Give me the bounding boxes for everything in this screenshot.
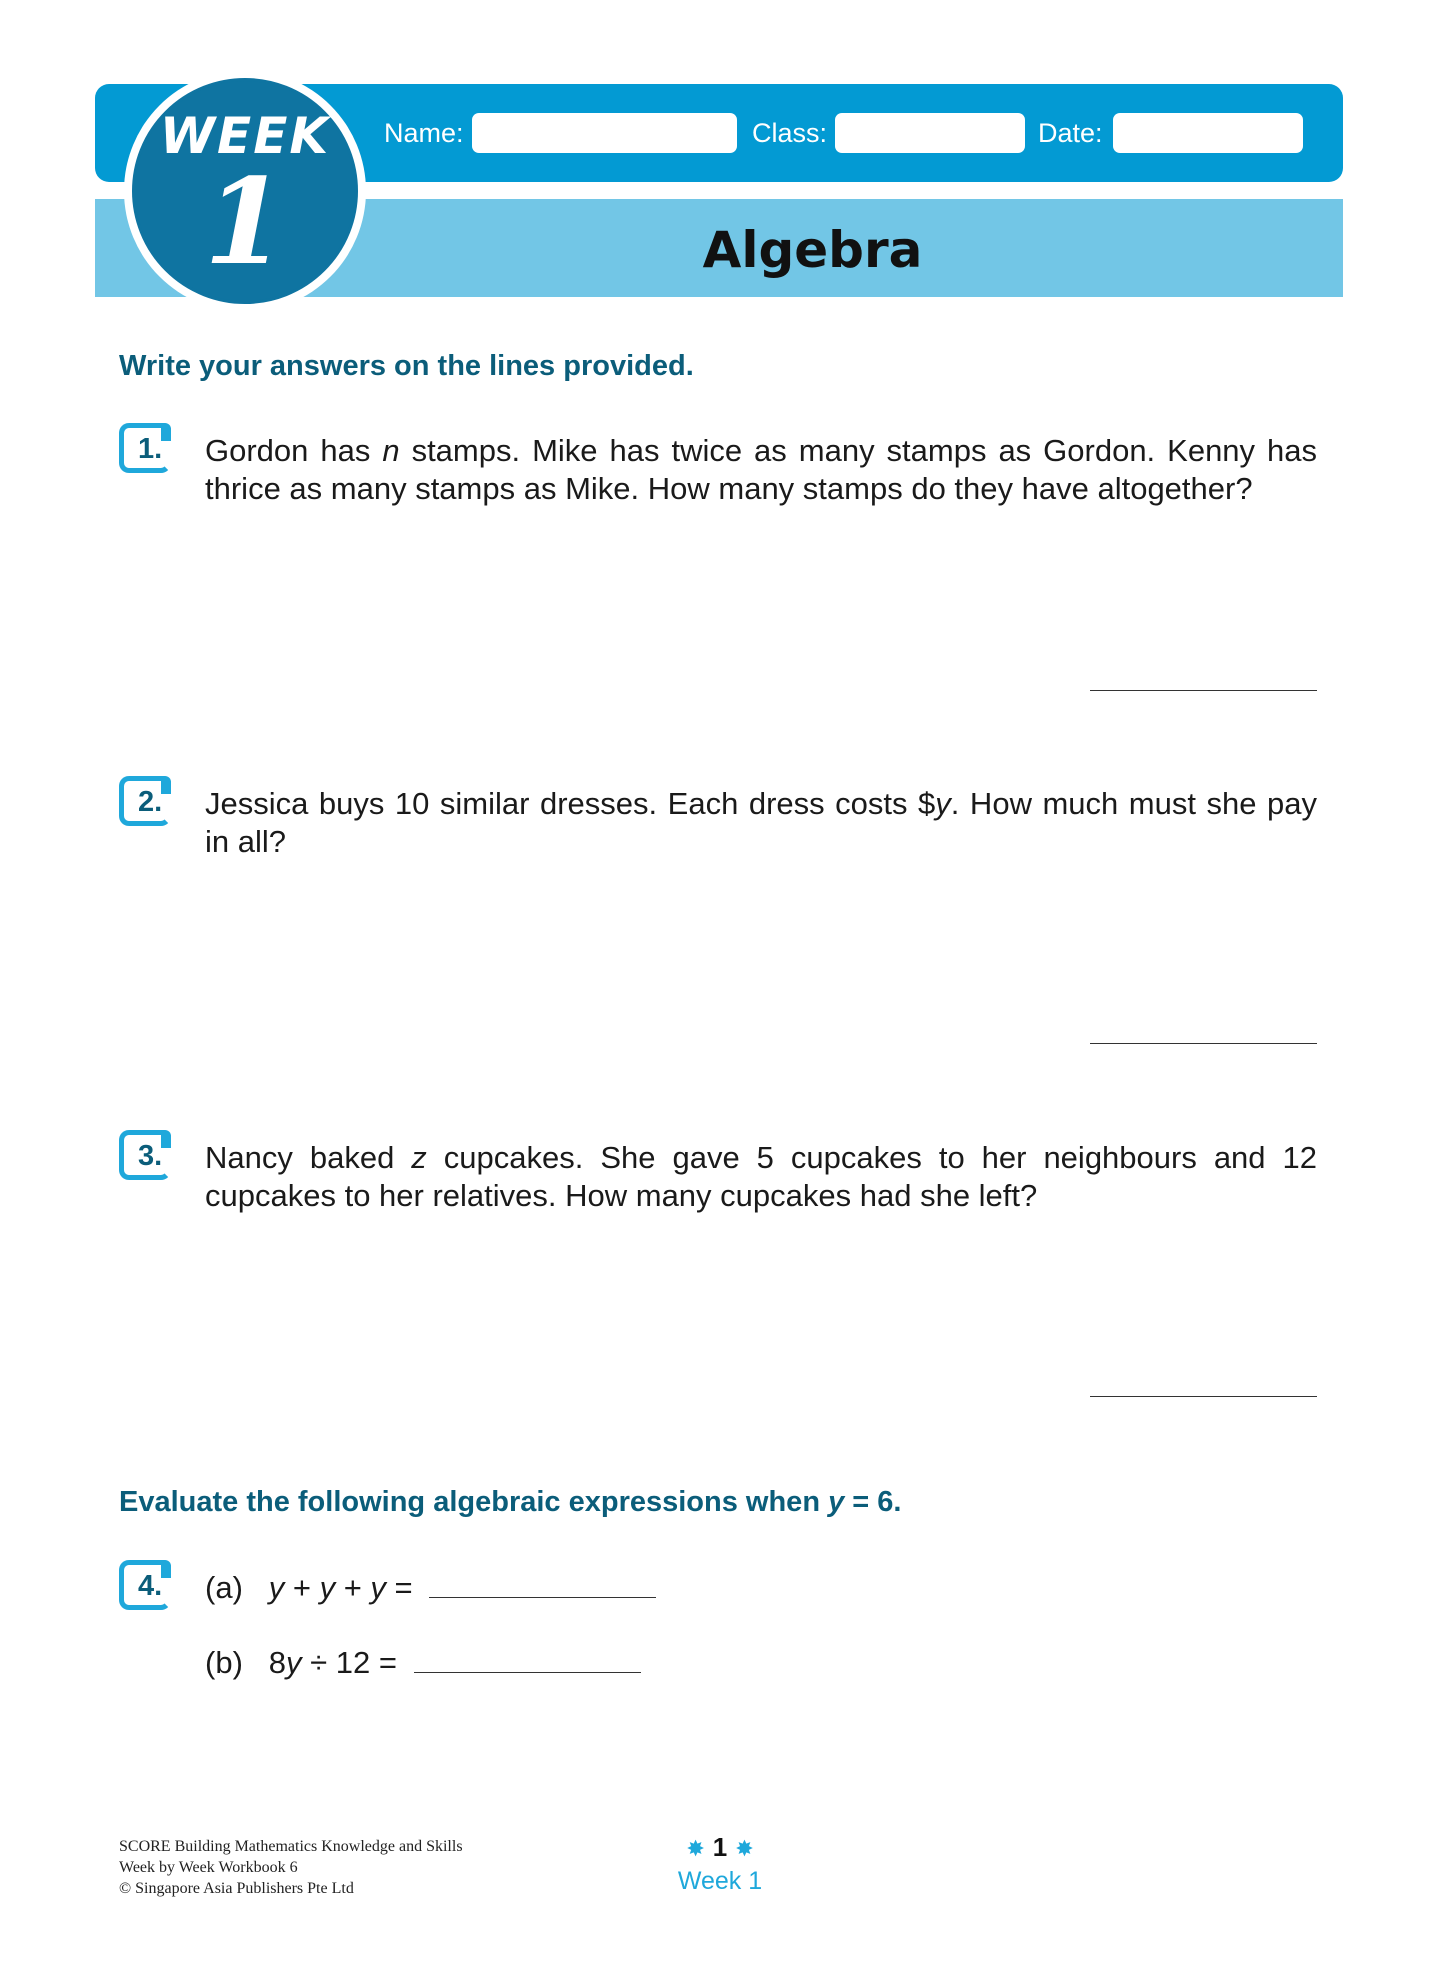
- question-number-badge: [119, 1130, 171, 1180]
- answer-line[interactable]: [1090, 690, 1317, 691]
- class-label: Class:: [752, 118, 828, 148]
- answer-blank[interactable]: [429, 1571, 656, 1598]
- part-label: (b): [205, 1645, 243, 1680]
- badge-tick-icon: [161, 423, 171, 441]
- question-number: 3.: [138, 1140, 163, 1172]
- page-number: 1: [712, 1832, 728, 1862]
- question-number: 2.: [138, 786, 163, 818]
- question-number-badge: [119, 1560, 171, 1610]
- name-field[interactable]: [472, 113, 737, 153]
- week-badge: [124, 70, 366, 312]
- question-number-badge: [119, 776, 171, 826]
- question-text: Gordon has n stamps. Mike has twice as many stamps as Gordon. Kenny has thrice as many stamps as Mike. How many stamps do they have altogether?: [205, 433, 1318, 506]
- badge-tick-icon: [161, 1130, 171, 1148]
- footer-week-label: Week 1: [677, 1867, 763, 1895]
- week-badge-circle: [132, 78, 358, 304]
- expression-a: (a) y + y + y =: [205, 1570, 656, 1606]
- week-number: 1: [203, 152, 287, 291]
- name-label: Name:: [384, 118, 464, 148]
- star-icon: ✸: [686, 1836, 705, 1861]
- date-label: Date:: [1038, 118, 1103, 148]
- badge-tick-icon: [161, 776, 171, 794]
- question-number: 1.: [138, 433, 163, 465]
- instruction-answers: Write your answers on the lines provided.: [119, 350, 694, 382]
- badge-tick-icon: [161, 1560, 171, 1578]
- question-number: 4.: [138, 1570, 163, 1602]
- page-title: Algebra: [702, 221, 923, 279]
- star-icon: ✸: [735, 1836, 754, 1861]
- part-label: (a): [205, 1570, 243, 1605]
- question-number-badge: [119, 423, 171, 473]
- footer-publisher: SCORE Building Mathematics Knowledge and Skills Week by Week Workbook 6 © Singapore Asia Publishers Pte Ltd: [119, 1838, 463, 1897]
- question-text: Nancy baked z cupcakes. She gave 5 cupcakes to her neighbours and 12 cupcakes to her relatives. How many cupcakes had she left?: [205, 1140, 1318, 1213]
- date-field[interactable]: [1113, 113, 1303, 153]
- answer-line[interactable]: [1090, 1043, 1317, 1044]
- answer-blank[interactable]: [414, 1646, 641, 1673]
- instruction-evaluate: Evaluate the following algebraic expressions when y = 6.: [119, 1486, 902, 1518]
- expression-b: (b) 8y ÷ 12 =: [205, 1645, 641, 1681]
- class-field[interactable]: [835, 113, 1025, 153]
- answer-line[interactable]: [1090, 1396, 1317, 1397]
- question-text: Jessica buys 10 similar dresses. Each dress costs $y. How much must she pay in all?: [205, 786, 1317, 859]
- footer-page-info: [660, 1832, 780, 1896]
- week-word: WEEK: [159, 107, 331, 165]
